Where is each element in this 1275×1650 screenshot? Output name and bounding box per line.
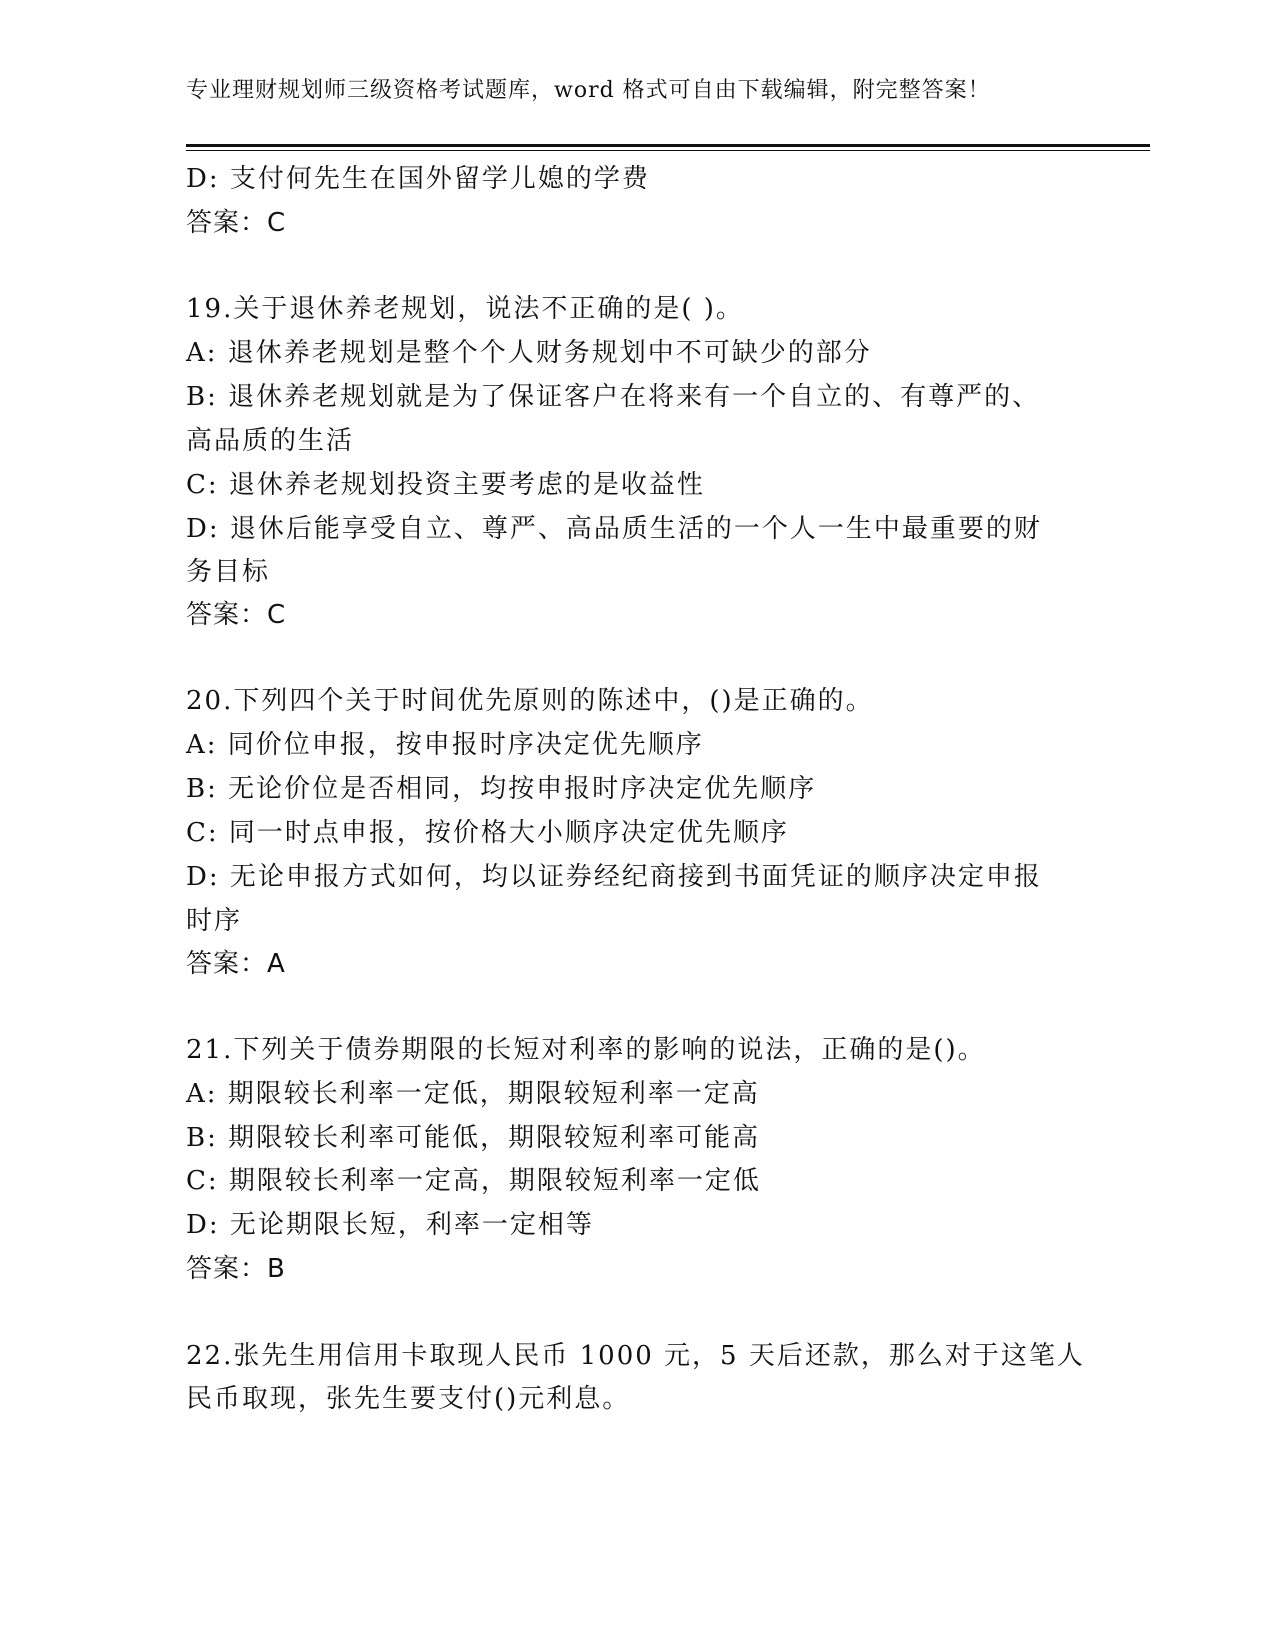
q22-question-line1: 22.张先生用信用卡取现人民币 1000 元，5 天后还款，那么对于这笔人 — [186, 1341, 1085, 1371]
q19-option-d-line2: 务目标 — [186, 557, 271, 587]
q19-option-b-line2: 高品质的生活 — [186, 426, 355, 456]
q21-option-a: A: 期限较长利率一定低，期限较短利率一定高 — [186, 1079, 760, 1109]
q21-option-b: B: 期限较长利率可能低，期限较短利率可能高 — [186, 1123, 761, 1153]
header-rule-thick — [186, 144, 1150, 147]
q20-option-b: B: 无论价位是否相同，均按申报时序决定优先顺序 — [186, 774, 817, 804]
q21-question: 21.下列关于债券期限的长短对利率的影响的说法，正确的是()。 — [186, 1035, 986, 1065]
page-header: 专业理财规划师三级资格考试题库，word 格式可自由下载编辑，附完整答案！ — [186, 78, 991, 103]
q18-option-d: D: 支付何先生在国外留学儿媳的学费 — [186, 164, 650, 194]
q19-option-d-line1: D: 退休后能享受自立、尊严、高品质生活的一个人一生中最重要的财 — [186, 514, 1042, 544]
q21-answer: 答案：B — [186, 1254, 286, 1284]
q19-option-b-line1: B: 退休养老规划就是为了保证客户在将来有一个自立的、有尊严的、 — [186, 382, 1041, 412]
q18-answer: 答案：C — [186, 208, 287, 238]
q20-option-d-line2: 时序 — [186, 906, 243, 936]
q19-question: 19.关于退休养老规划，说法不正确的是( )。 — [186, 294, 744, 324]
q21-option-c: C: 期限较长利率一定高，期限较短利率一定低 — [186, 1166, 761, 1196]
q19-answer: 答案：C — [186, 600, 287, 630]
q20-option-a: A: 同价位申报，按申报时序决定优先顺序 — [186, 730, 704, 760]
q19-option-c: C: 退休养老规划投资主要考虑的是收益性 — [186, 470, 705, 500]
q20-answer: 答案：A — [186, 949, 286, 979]
header-rule-thin — [186, 150, 1150, 151]
q20-option-d-line1: D: 无论申报方式如何，均以证券经纪商接到书面凭证的顺序决定申报 — [186, 862, 1042, 892]
q20-question: 20.下列四个关于时间优先原则的陈述中，()是正确的。 — [186, 686, 874, 716]
q20-option-c: C: 同一时点申报，按价格大小顺序决定优先顺序 — [186, 818, 789, 848]
q21-option-d: D: 无论期限长短，利率一定相等 — [186, 1210, 594, 1240]
q19-option-a: A: 退休养老规划是整个个人财务规划中不可缺少的部分 — [186, 338, 872, 368]
q22-question-line2: 民币取现，张先生要支付()元利息。 — [186, 1384, 631, 1414]
